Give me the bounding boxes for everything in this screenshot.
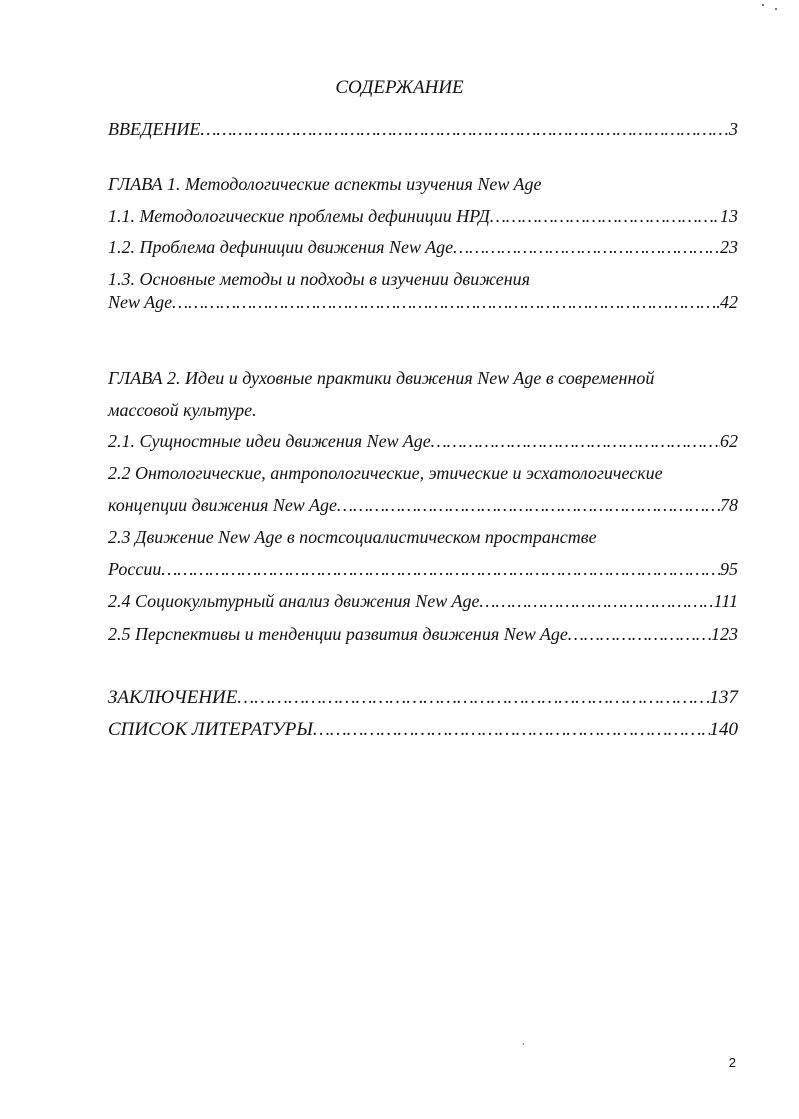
toc-entry-2-3-line1: 2.3 Движение New Age в постсоциалистическом пространстве xyxy=(108,527,597,547)
leader-dots xyxy=(313,719,710,741)
toc-entry-page: 62 xyxy=(720,431,738,451)
toc-entry-label: 1.2. Проблема дефиниции движения New Age xyxy=(108,237,454,257)
toc-entry-page: 3 xyxy=(729,119,738,139)
toc-entry-page: 137 xyxy=(709,687,738,708)
toc-entry-label: 1.1. Методологические проблемы дефиниции НРД xyxy=(108,206,490,226)
leader-dots xyxy=(431,430,720,452)
toc-entry-page: 42 xyxy=(720,292,738,312)
leader-dots xyxy=(237,687,709,709)
toc-entry-page: 123 xyxy=(711,624,738,644)
scan-speck xyxy=(762,4,764,6)
toc-entry-page: 140 xyxy=(709,719,738,740)
leader-dots xyxy=(490,205,720,227)
toc-entry-2-2-line1: 2.2 Онтологические, антропологические, этические и эсхатологические xyxy=(108,463,663,483)
leader-dots xyxy=(172,291,720,313)
toc-entry-1-3[interactable] xyxy=(108,291,738,313)
leader-dots xyxy=(200,118,729,140)
toc-entry-2-3[interactable] xyxy=(108,558,738,580)
toc-entry-intro[interactable] xyxy=(108,118,738,140)
chapter2-title-line2: массовой культуре. xyxy=(108,400,257,420)
toc-entry-label: 2.4 Социокультурный анализ движения New Age xyxy=(108,591,480,611)
toc-entry-label: 2.1. Сущностные идеи движения New Age xyxy=(108,431,431,451)
toc-entry-label: концепции движения New Age xyxy=(108,495,337,515)
toc-title: СОДЕРЖАНИЕ xyxy=(335,77,464,98)
toc-entry-2-2[interactable] xyxy=(108,494,738,516)
scan-speck xyxy=(523,1043,524,1045)
leader-dots xyxy=(337,494,720,516)
leader-dots xyxy=(453,236,720,258)
toc-entry-page: 78 xyxy=(720,495,738,515)
toc-entry-1-3-line1: 1.3. Основные методы и подходы в изучении движения xyxy=(108,269,531,289)
leader-dots xyxy=(479,590,713,612)
chapter2-title-line1: ГЛАВА 2. Идеи и духовные практики движения New Age в современной xyxy=(108,368,655,388)
toc-entry-label: СПИСОК ЛИТЕРАТУРЫ xyxy=(108,719,313,740)
leader-dots xyxy=(568,623,711,645)
toc-entry-2-4[interactable] xyxy=(108,590,738,612)
toc-entry-conclusion[interactable] xyxy=(108,687,738,709)
page-number: 2 xyxy=(728,1055,736,1070)
toc-entry-1-2[interactable] xyxy=(108,236,738,258)
toc-entry-label: ЗАКЛЮЧЕНИЕ xyxy=(108,687,238,708)
toc-entry-2-1[interactable] xyxy=(108,430,738,452)
toc-entry-page: 95 xyxy=(720,559,738,579)
toc-entry-page: 23 xyxy=(720,237,738,257)
scan-speck xyxy=(775,8,777,10)
toc-entry-2-5[interactable] xyxy=(108,623,738,645)
toc-entry-label: России xyxy=(108,559,162,579)
chapter1-title: ГЛАВА 1. Методологические аспекты изучения New Age xyxy=(108,174,542,194)
toc-entry-page: 111 xyxy=(713,591,738,611)
toc-entry-label: ВВЕДЕНИЕ xyxy=(108,119,201,139)
leader-dots xyxy=(161,558,720,580)
toc-entry-page: 13 xyxy=(720,206,738,226)
toc-entry-bibliography[interactable] xyxy=(108,719,738,741)
toc-entry-label: 2.5 Перспективы и тенденции развития движения New Age xyxy=(108,624,568,644)
toc-entry-label: New Age xyxy=(108,292,173,312)
toc-entry-1-1[interactable] xyxy=(108,205,738,227)
